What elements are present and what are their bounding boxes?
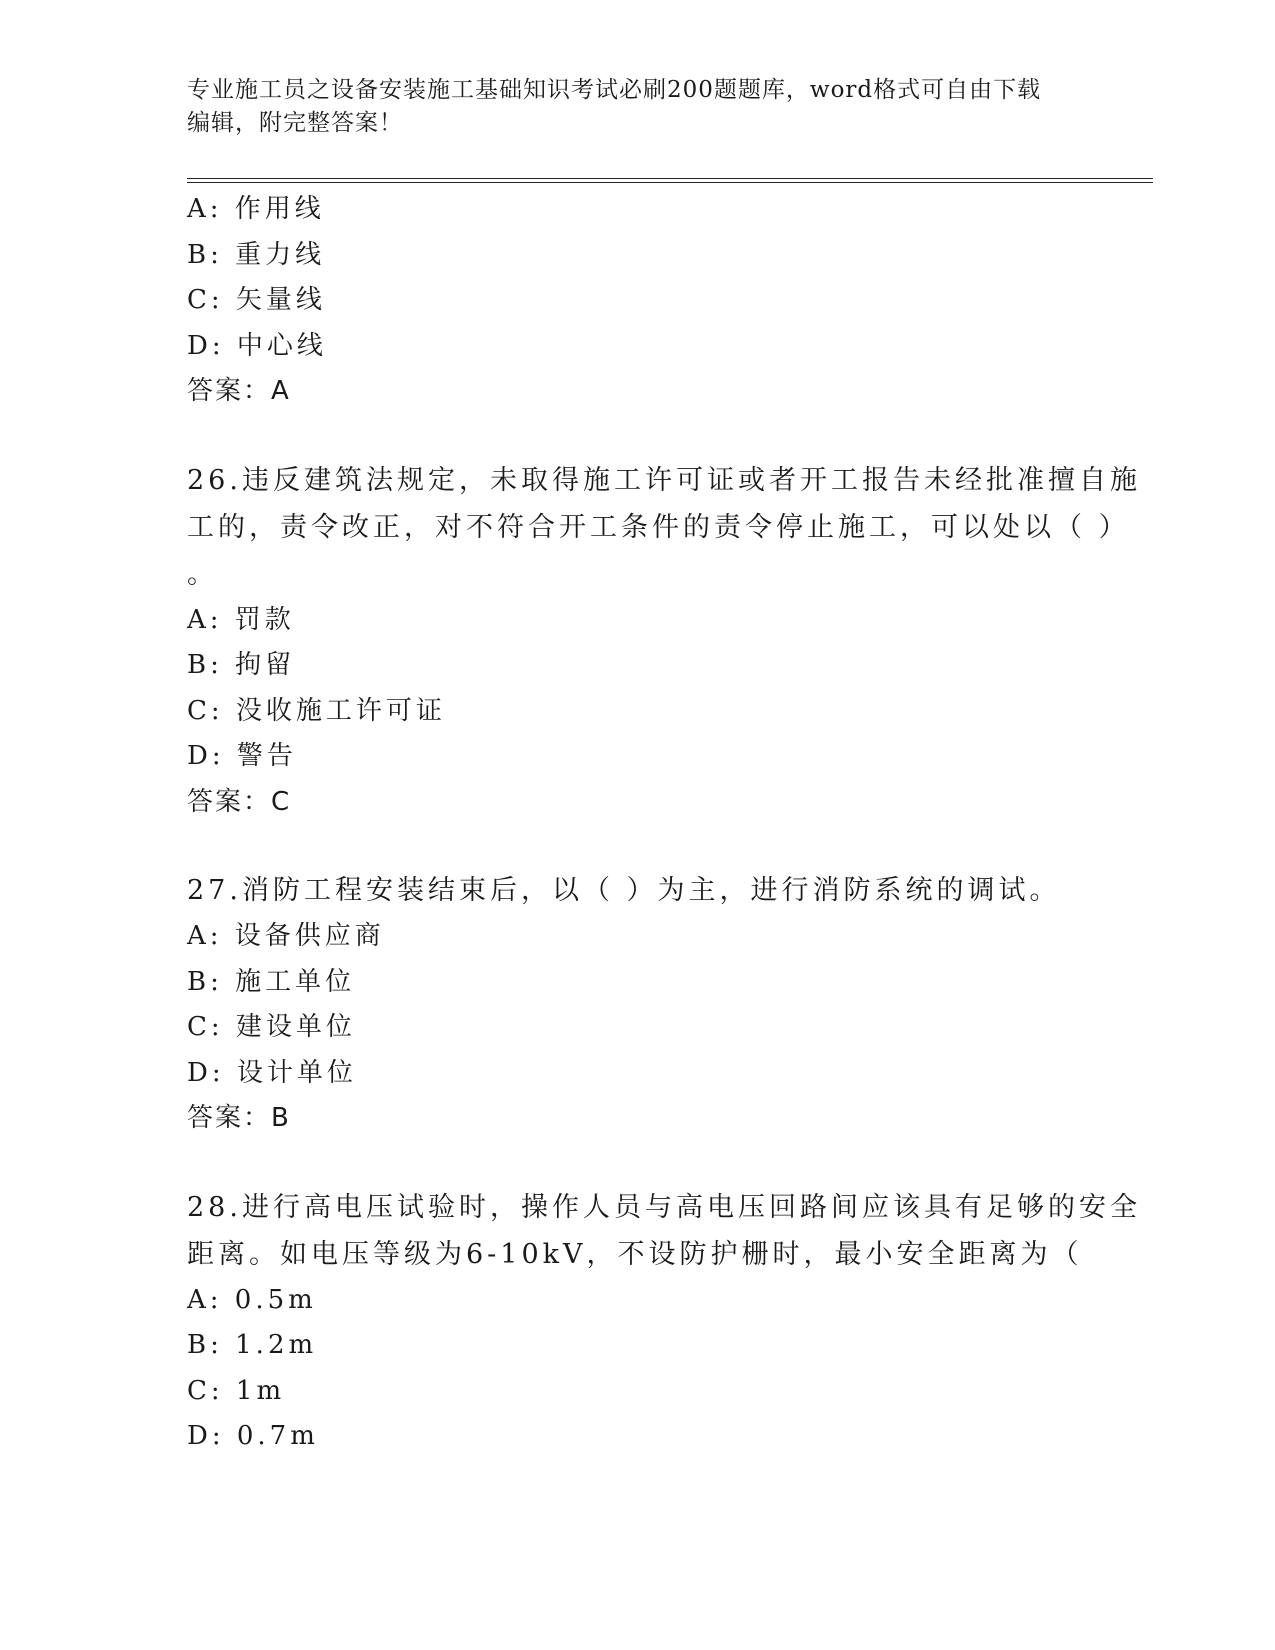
document-header xyxy=(187,74,1087,140)
answer-line: 答案：B xyxy=(187,1103,291,1133)
option-b: B: 拘留 xyxy=(187,650,296,680)
option-a: A: 0.5m xyxy=(187,1284,317,1315)
option-c: C: 建设单位 xyxy=(187,1012,356,1042)
question-25 xyxy=(187,187,1087,415)
option-b: B: 1.2m xyxy=(187,1330,318,1360)
option-d: D: 设计单位 xyxy=(187,1057,357,1088)
header-title-line-2: 编辑，附完整答案！ xyxy=(187,110,403,136)
header-divider xyxy=(187,178,1153,183)
question-stem-line: 距离。如电压等级为6-10kV，不设防护栅时，最小安全距离为（ xyxy=(187,1238,1083,1270)
question-stem-line: 27.消防工程安装结束后，以（ ）为主，进行消防系统的调试。 xyxy=(187,875,1061,906)
option-d: D: 中心线 xyxy=(187,330,327,361)
header-title-line-1: 专业施工员之设备安装施工基础知识考试必刷200题题库，word格式可自由下载 xyxy=(187,77,1042,103)
option-d: D: 0.7m xyxy=(187,1421,319,1451)
option-c: C: 1m xyxy=(187,1375,286,1406)
option-a: A: 作用线 xyxy=(187,194,325,224)
question-list xyxy=(187,187,1141,1460)
option-b: B: 施工单位 xyxy=(187,966,356,997)
question-27 xyxy=(187,867,1087,1142)
option-a: A: 罚款 xyxy=(187,604,295,635)
option-c: C: 矢量线 xyxy=(187,285,326,315)
question-stem-line: 26.违反建筑法规定，未取得施工许可证或者开工报告未经批准擅自施 xyxy=(187,464,1141,496)
option-d: D: 警告 xyxy=(187,741,297,771)
question-stem-line: 。 xyxy=(187,558,218,590)
question-28 xyxy=(187,1184,1141,1460)
option-c: C: 没收施工许可证 xyxy=(187,695,446,726)
question-26 xyxy=(187,457,1141,826)
answer-line: 答案：A xyxy=(187,376,291,406)
option-a: A: 设备供应商 xyxy=(187,921,385,951)
answer-line: 答案：C xyxy=(187,786,292,817)
question-stem-line: 工的，责令改正，对不符合开工条件的责令停止施工，可以处以（ ） xyxy=(187,511,1130,543)
option-b: B: 重力线 xyxy=(187,239,326,270)
question-stem-line: 28.进行高电压试验时，操作人员与高电压回路间应该具有足够的安全 xyxy=(187,1191,1141,1223)
